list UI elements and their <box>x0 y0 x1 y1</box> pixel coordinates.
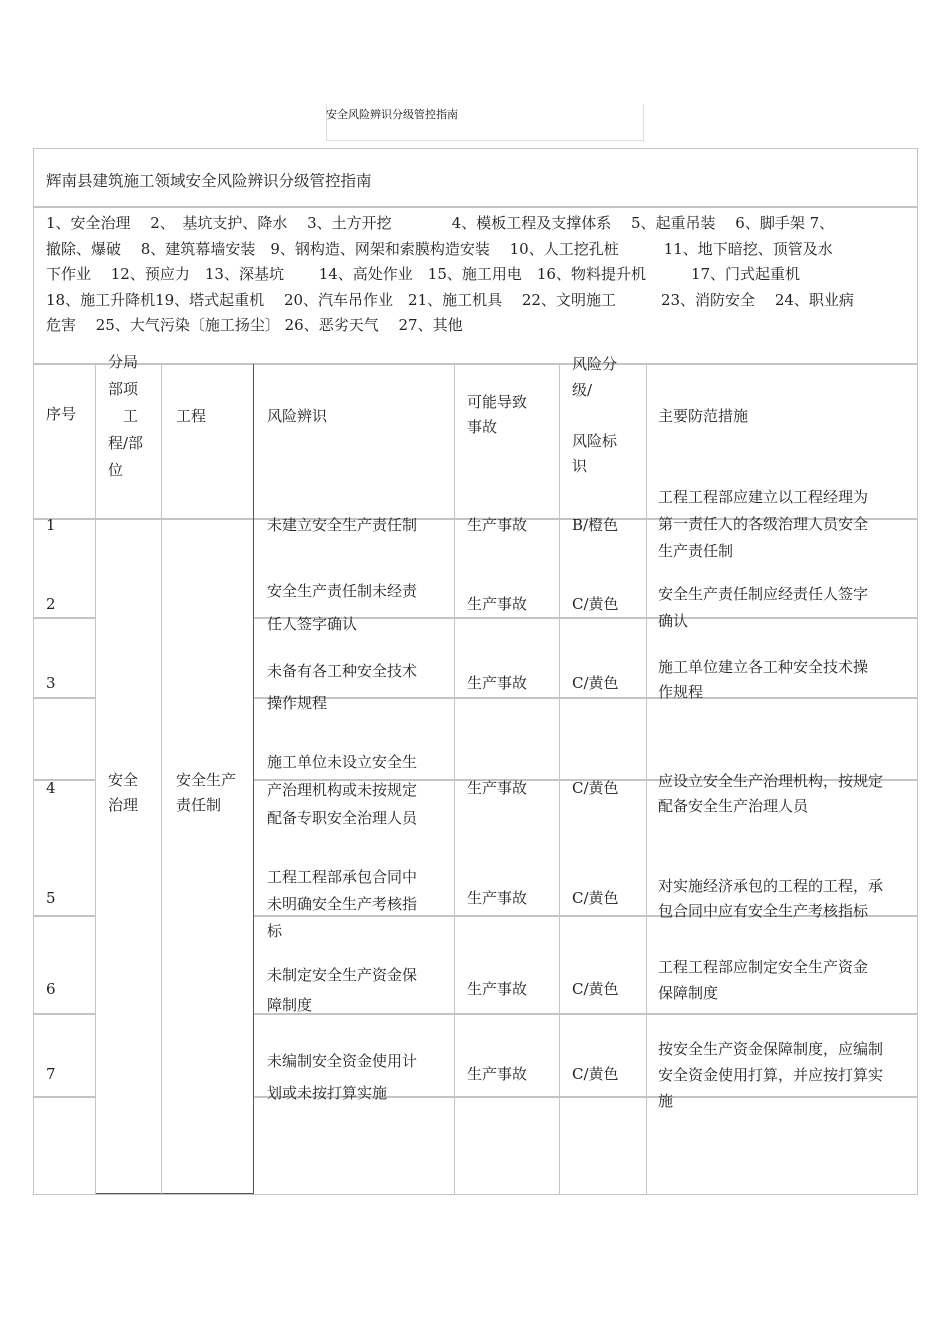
row-risk: 施工单位未设立安全生 产治理机构或未按规定 配备专职安全治理人员 <box>267 753 418 827</box>
column-line <box>646 364 647 1194</box>
divider <box>33 915 95 917</box>
header-accident: 可能导致 事故 <box>467 393 528 436</box>
header-measures: 主要防范措施 <box>658 407 749 425</box>
row-accident: 生产事故 <box>467 779 528 797</box>
row-accident: 生产事故 <box>467 980 528 998</box>
row-measures: 按安全生产资金保障制度，应编制 安全资金使用打算，并应按打算实 施 <box>658 1040 884 1110</box>
row-measures: 对实施经济承包的工程的工程，承 包合同中应有安全生产考核指标 <box>658 877 884 920</box>
divider <box>33 779 95 781</box>
row-measures: 施工单位建立各工种安全技术操 作规程 <box>658 658 869 701</box>
row-seq: 7 <box>46 1065 56 1083</box>
row-level: C/黄色 <box>572 595 619 613</box>
header-risk: 风险辨识 <box>267 407 328 425</box>
header-division: 分局 部项 工 程/部 位 <box>108 353 144 479</box>
header-level: 风险分 级/ 风险标 识 <box>572 355 618 475</box>
row-risk: 未制定安全生产资金保 障制度 <box>267 966 418 1014</box>
row-level: C/黄色 <box>572 889 619 907</box>
row-measures: 安全生产责任制应经责任人签字 确认 <box>658 585 869 630</box>
row-accident: 生产事故 <box>467 674 528 692</box>
row-risk: 未建立安全生产责任制 <box>267 516 418 534</box>
row-seq: 3 <box>46 674 56 692</box>
row-accident: 生产事故 <box>467 595 528 613</box>
column-line <box>95 364 96 1194</box>
row-measures: 工程工程部应制定安全生产资金 保障制度 <box>658 958 869 1002</box>
row-seq: 1 <box>46 516 56 534</box>
column-line <box>161 364 162 1194</box>
divider <box>95 1193 253 1194</box>
row-level: C/黄色 <box>572 1065 619 1083</box>
divider <box>33 363 917 365</box>
divider <box>33 1096 95 1098</box>
divider <box>33 1013 95 1015</box>
column-line <box>559 364 560 1194</box>
row-level: C/黄色 <box>572 980 619 998</box>
row-level: B/橙色 <box>572 516 619 534</box>
row-risk: 未编制安全资金使用计 划或未按打算实施 <box>267 1052 418 1102</box>
column-line <box>454 364 455 1194</box>
header-seq: 序号 <box>46 405 77 423</box>
row-seq: 5 <box>46 889 56 907</box>
divider <box>33 617 95 619</box>
document-title: 辉南县建筑施工领域安全风险辨识分级管控指南 <box>46 172 372 190</box>
category-list: 1、安全治理 2、 基坑支护、降水 3、土方开挖 4、模板工程及支撑体系 5、起重吊装 6、脚手架 7、 撤除、爆破 8、建筑幕墙安装 9、钢构造、网架和索膜构造安装 10、人工挖孔桩 11、地下暗挖、顶管及水 下作业 12、预应力 13、深基坑 14、高处作业 15、施工用电 16、物料提升机 17、门式起重机 18、施工升降机19、塔式起重机 20、汽车吊作业 21、施工机具 22、文明施工 23、消防安全 24、职业病 危害 25、大气污染〔施工扬尘〕 26、恶劣天气 27、其他 <box>46 214 854 334</box>
row-risk: 未备有各工种安全技术 操作规程 <box>267 662 418 712</box>
row-measures: 工程工程部应建立以工程经理为 第一责任人的各级治理人员安全 生产责任制 <box>658 488 869 560</box>
divider <box>33 206 917 208</box>
row-accident: 生产事故 <box>467 516 528 534</box>
row-risk: 安全生产责任制未经责 任人签字确认 <box>267 582 418 633</box>
row-seq: 2 <box>46 595 56 613</box>
row-accident: 生产事故 <box>467 889 528 907</box>
row-seq: 4 <box>46 779 56 797</box>
merged-division: 安全 治理 <box>108 771 139 814</box>
row-accident: 生产事故 <box>467 1065 528 1083</box>
row-measures: 应设立安全生产治理机构，按规定 配备安全生产治理人员 <box>658 772 884 815</box>
row-level: C/黄色 <box>572 674 619 692</box>
column-line <box>253 364 254 1194</box>
page-header-title: 安全风险辨识分级管控指南 <box>326 108 458 121</box>
header-project: 工程 <box>176 407 207 425</box>
row-risk: 工程工程部承包合同中 未明确安全生产考核指 标 <box>267 868 418 940</box>
divider <box>33 697 95 699</box>
row-level: C/黄色 <box>572 779 619 797</box>
row-seq: 6 <box>46 980 56 998</box>
merged-project: 安全生产 责任制 <box>176 771 237 814</box>
